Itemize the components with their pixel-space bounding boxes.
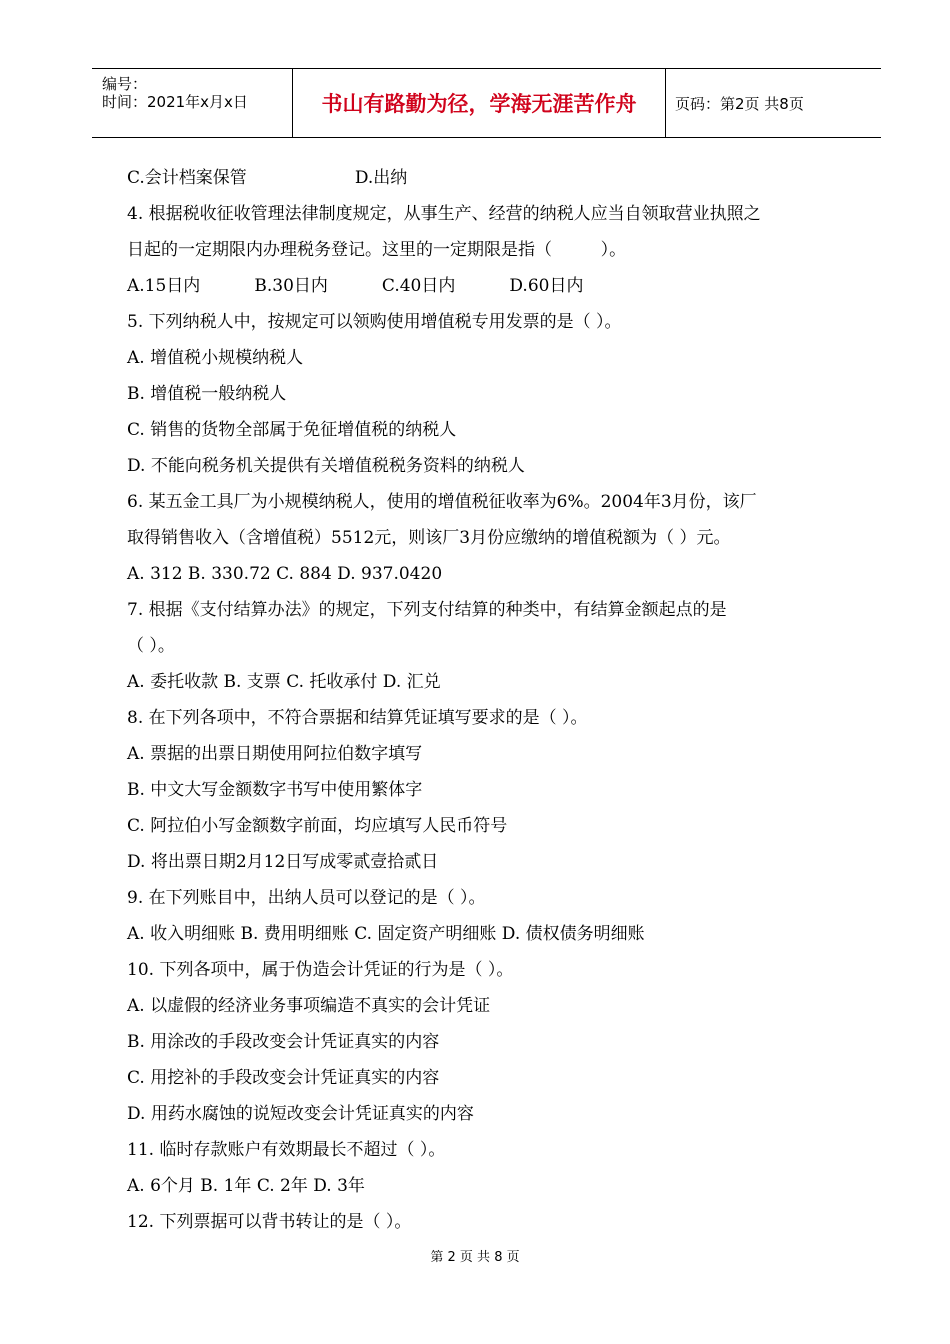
header-divider [665,69,666,137]
question-5: 5. 下列纳税人中，按规定可以领购使用增值税专用发票的是（ ）。 [127,312,622,332]
question-10: 10. 下列各项中，属于伪造会计凭证的行为是（ ）。 [127,960,514,980]
option-line: A. 增值税小规模纳税人 [127,348,304,368]
options-line: A.15日内 B.30日内 C.40日内 D.60日内 [127,276,584,296]
option-line: B. 用涂改的手段改变会计凭证真实的内容 [127,1032,440,1052]
header-motto: 书山有路勤为径，学海无涯苦作舟 [321,92,637,116]
option-line: B. 增值税一般纳税人 [127,384,287,404]
option-line: A. 以虚假的经济业务事项编造不真实的会计凭证 [127,996,491,1016]
question-9: 9. 在下列账目中，出纳人员可以登记的是（ ）。 [127,888,486,908]
question-6: 6. 某五金工具厂为小规模纳税人，使用的增值税征收率为6%。2004年3月份，该厂 [127,492,757,512]
question-11: 11. 临时存款账户有效期最长不超过（ ）。 [127,1140,446,1160]
number-label: 编号： [102,75,148,93]
option-line: D. 用药水腐蚀的说短改变会计凭证真实的内容 [127,1104,474,1124]
options-line: A. 312 B. 330.72 C. 884 D. 937.0420 [127,564,443,584]
text-line: C.会计档案保管 D.出纳 [127,168,408,188]
options-line: A. 6个月 B. 1年 C. 2年 D. 3年 [127,1176,365,1196]
question-12: 12. 下列票据可以背书转让的是（ ）。 [127,1212,412,1232]
question-4: 4. 根据税收征收管理法律制度规定，从事生产、经营的纳税人应当自领取营业执照之 [127,204,761,224]
option-line: C. 阿拉伯小写金额数字前面，均应填写人民币符号 [127,816,508,836]
question-8: 8. 在下列各项中，不符合票据和结算凭证填写要求的是（ ）。 [127,708,588,728]
text-line: 日起的一定期限内办理税务登记。这里的一定期限是指（ ）。 [127,240,627,260]
options-line: A. 委托收款 B. 支票 C. 托收承付 D. 汇兑 [127,672,441,692]
header-page-code: 页码：第2页 共8页 [675,94,804,113]
time-label: 时间：2021年x月x日 [102,93,248,111]
option-line: C. 销售的货物全部属于免征增值税的纳税人 [127,420,457,440]
document-body [127,160,857,1240]
page-footer: 第 2 页 共 8 页 [430,1250,520,1265]
page-header [92,68,881,138]
option-line: A. 票据的出票日期使用阿拉伯数字填写 [127,744,423,764]
header-info-cell [92,69,292,137]
question-7: 7. 根据《支付结算办法》的规定，下列支付结算的种类中，有结算金额起点的是 [127,600,727,620]
option-line: D. 不能向税务机关提供有关增值税税务资料的纳税人 [127,456,525,476]
text-line: （ ）。 [127,636,175,656]
text-line: 取得销售收入（含增值税）5512元，则该厂3月份应缴纳的增值税额为（ ）元。 [127,528,731,548]
option-line: C. 用挖补的手段改变会计凭证真实的内容 [127,1068,440,1088]
option-line: D. 将出票日期2月12日写成零贰壹拾贰日 [127,852,439,872]
options-line: A. 收入明细账 B. 费用明细账 C. 固定资产明细账 D. 债权债务明细账 [127,924,645,944]
option-line: B. 中文大写金额数字书写中使用繁体字 [127,780,423,800]
